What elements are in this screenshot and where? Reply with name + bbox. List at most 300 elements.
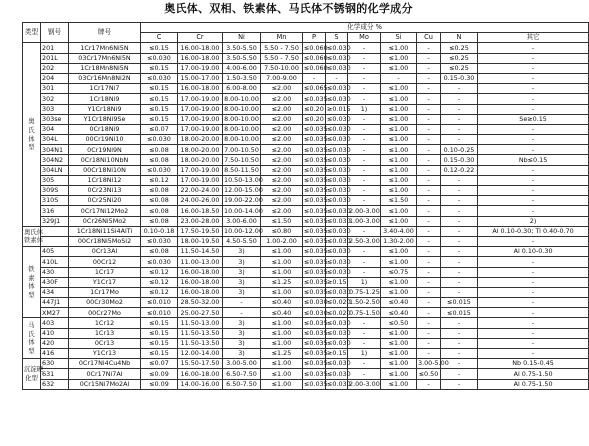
cell-grade: 1Cr18Ni9: [69, 94, 141, 104]
table-row: [23, 165, 589, 175]
table-row: [23, 287, 589, 297]
cell-si: ≤1.00: [381, 328, 417, 338]
cell-p: ≤0.035: [304, 318, 328, 327]
table-row: [23, 84, 589, 94]
cell-mo: -: [348, 165, 381, 175]
cell-ni: 3): [223, 349, 261, 359]
cell-cu: -: [417, 267, 441, 277]
header-s: S: [326, 33, 348, 43]
cell-code: 410: [41, 328, 69, 338]
cell-other: -: [478, 196, 589, 206]
cell-other: -: [478, 175, 589, 185]
cell-mo: 1): [348, 349, 381, 359]
table-row: [23, 247, 589, 257]
cell-other: -: [478, 43, 589, 53]
cell-code: 304N1: [41, 145, 69, 155]
cell-n: ≤0.015: [441, 308, 478, 318]
cell-p: ≤0.035: [304, 155, 328, 164]
cell-p: ≤0.035: [304, 369, 328, 378]
cell-si: ≤0.50: [381, 318, 417, 328]
cell-code: 301: [41, 84, 69, 94]
cell-grade: Y1Cr17: [69, 277, 141, 287]
cell-mo: -: [348, 84, 381, 94]
cell-code: 201: [41, 43, 69, 53]
cell-mn: ≤0.40: [261, 298, 303, 308]
cell-si: ≤1.00: [381, 94, 417, 104]
cell-si: ≤1.50: [381, 196, 417, 206]
cell-mn: ≤2.00: [261, 155, 303, 165]
cell-cr: 16.00-18.00: [178, 43, 223, 53]
cell-cu: -: [417, 63, 441, 73]
cell-grade: 0Cr17Ni12Mo2: [69, 206, 141, 216]
cell-code: 316: [41, 206, 69, 216]
cell-mo: -: [348, 226, 381, 236]
header-cu: Cu: [417, 33, 441, 43]
cell-ni: -: [223, 298, 261, 308]
table-row: [23, 186, 589, 196]
cell-c: ≤0.15: [141, 43, 178, 53]
cell-other: -: [478, 206, 589, 216]
header-other: 其它: [478, 33, 589, 43]
cell-s: ≤0.030: [327, 206, 351, 215]
cell-n: ≤0.25: [441, 63, 478, 73]
table-row: [23, 175, 589, 185]
cell-cu: -: [417, 206, 441, 216]
cell-ni: -: [223, 308, 261, 318]
cell-p: ≤0.035: [304, 267, 328, 276]
cell-p: ≤0.035: [304, 328, 328, 337]
group-label: 体: [28, 338, 35, 347]
cell-c: ≤0.08: [141, 196, 178, 206]
composition-table: [22, 22, 589, 390]
cell-other: -: [478, 53, 589, 63]
cell-other: -: [478, 318, 589, 328]
table-row: [23, 94, 589, 104]
cell-s: ≤0.030: [327, 94, 351, 103]
cell-cu: -: [417, 135, 441, 145]
cell-code: XM27: [41, 308, 69, 318]
cell-grade: 00Cr19Ni10: [69, 135, 141, 145]
cell-grade: 1Cr12: [69, 318, 141, 328]
cell-n: -: [441, 135, 478, 145]
cell-cr: 14.00-16.00: [178, 379, 223, 389]
cell-n: -: [441, 84, 478, 94]
header-mo: Mo: [348, 33, 381, 43]
table-row: [23, 114, 589, 124]
cell-other: -: [478, 298, 589, 308]
cell-mo: -: [348, 196, 381, 206]
cell-s: ≤0.030: [327, 186, 351, 195]
cell-grade: 00Cr18Ni10N: [69, 165, 141, 175]
cell-mn: ≤0.40: [261, 308, 303, 318]
cell-c: ≤0.15: [141, 328, 178, 338]
cell-n: -: [441, 318, 478, 328]
cell-code: 447J1: [41, 298, 69, 308]
cell-ni: 4.00-6.00: [223, 63, 261, 73]
cell-s: ≤0.030: [327, 288, 351, 297]
cell-mn: ≤1.50: [261, 216, 303, 226]
cell-n: -: [441, 206, 478, 216]
cell-cu: -: [417, 349, 441, 359]
cell-c: ≤0.07: [141, 124, 178, 134]
cell-n: 0.15-0.30: [441, 155, 478, 165]
cell-grade: 0Cr18Ni9: [69, 124, 141, 134]
cell-mn: ≤1.25: [261, 277, 303, 287]
cell-code: 405: [41, 247, 69, 257]
cell-s: ≤0.030: [327, 155, 351, 164]
cell-s: ≤0.030: [327, 53, 351, 62]
cell-code: 416: [41, 349, 69, 359]
cell-ni: 6.50-7.50: [223, 379, 261, 389]
cell-si: ≤1.00: [381, 124, 417, 134]
cell-ni: 3): [223, 318, 261, 328]
cell-p: ≤0.035: [304, 135, 328, 144]
cell-other: Nb 0.15-0.45: [478, 359, 589, 369]
cell-other: -: [478, 145, 589, 155]
cell-code: 309S: [41, 186, 69, 196]
cell-ni: 10.00-12.00: [224, 227, 263, 236]
cell-other: Al 0.10-0.30: [478, 247, 589, 257]
cell-c: ≤0.15: [141, 114, 178, 124]
cell-si: ≤1.00: [381, 206, 417, 216]
cell-p: ≤0.035: [304, 237, 328, 246]
cell-n: -: [441, 104, 478, 114]
cell-ni: 6.50-7.50: [223, 369, 261, 379]
cell-cr: 16.00-18.00: [178, 53, 223, 63]
cell-cu: -: [417, 114, 441, 124]
cell-mn: ≤1.00: [261, 369, 303, 379]
cell-c: ≤0.030: [141, 236, 178, 246]
cell-grade: Y1Cr18Ni9Se: [69, 114, 141, 124]
cell-grade: 1Cr17: [69, 267, 141, 277]
cell-c: ≤0.08: [141, 145, 178, 155]
cell-cr: 12.00-14.00: [178, 349, 223, 359]
cell-mn: ≤2.00: [261, 186, 303, 196]
cell-grade: 0Cr26Ni5Mo2: [69, 216, 141, 226]
cell-n: -: [441, 328, 478, 338]
cell-mn: ≤1.00: [261, 287, 303, 297]
cell-n: ≤0.015: [441, 298, 478, 308]
cell-cu: ≤0.50: [417, 369, 441, 379]
cell-ni: 3.00-6.00: [223, 216, 261, 226]
header-composition: 化学成分 %: [141, 23, 589, 33]
cell-si: ≤0.40: [381, 308, 417, 318]
cell-code: 302: [41, 94, 69, 104]
cell-p: ≤0.035: [304, 186, 328, 195]
cell-s: ≤0.030: [327, 114, 351, 123]
cell-mn: ≤2.00: [261, 94, 303, 104]
cell-other: Nb≤0.15: [478, 155, 589, 165]
cell-other: 2): [478, 216, 589, 226]
cell-code: 310S: [41, 196, 69, 206]
cell-c: ≤0.15: [141, 349, 178, 359]
cell-grade: 0Cr13Al: [69, 247, 141, 257]
group-label: 沉淀硬: [24, 365, 44, 374]
cell-mo: 0.75-1.50: [349, 308, 380, 317]
group-label: 马: [28, 321, 35, 330]
cell-cr: 11.50-14.50: [178, 247, 223, 257]
page-title: 奥氏体、双相、铁素体、马氏体不锈钢的化学成分: [164, 2, 413, 15]
cell-mn: 7.00-9.00: [261, 73, 303, 83]
cell-code: 303: [41, 104, 69, 114]
group-duplex: [23, 226, 44, 246]
cell-p: ≤0.030: [304, 308, 328, 317]
header-ni: Ni: [223, 33, 261, 43]
cell-cu: -: [417, 328, 441, 338]
cell-ni: 3): [223, 338, 261, 348]
cell-si: ≤1.00: [381, 379, 417, 389]
cell-mo: -: [348, 318, 381, 328]
cell-cu: -: [417, 145, 441, 155]
table-row: [23, 53, 589, 63]
cell-p: ≤0.060: [304, 64, 328, 73]
cell-ni: 4.50-5.50: [223, 236, 261, 246]
group-ferritic: [23, 247, 41, 318]
cell-p: ≤0.035: [304, 227, 328, 236]
cell-other: -: [478, 124, 589, 134]
cell-ni: 3): [223, 267, 261, 277]
cell-cr: 15.50-17.50: [178, 359, 223, 369]
cell-cr: 16.00-18.50: [178, 206, 223, 216]
cell-code: 305: [41, 175, 69, 185]
table-row: [23, 43, 589, 53]
cell-si: ≤1.00: [381, 155, 417, 165]
group-label: 氏: [28, 329, 35, 338]
cell-ni: 10.00-14.00: [224, 206, 263, 215]
group-label: 铁素体: [24, 236, 44, 245]
cell-s: ≤0.030: [327, 64, 351, 73]
cell-mn: ≤2.00: [261, 124, 303, 134]
cell-p: ≤0.035: [304, 94, 328, 103]
cell-other: -: [478, 165, 589, 175]
cell-s: ≤0.030: [327, 369, 351, 378]
table-row: [23, 135, 589, 145]
cell-c: ≤0.030: [141, 135, 178, 145]
cell-ni: 1.50-3.50: [223, 73, 261, 83]
cell-cu: -: [417, 308, 441, 318]
cell-c: ≤0.15: [141, 94, 178, 104]
cell-other: -: [478, 328, 589, 338]
cell-mo: 1.50-2.50: [349, 298, 380, 307]
cell-si: ≤1.00: [381, 53, 417, 63]
cell-other: -: [478, 94, 589, 104]
cell-grade: Y1Cr18Ni9: [69, 104, 141, 114]
cell-code: 304N2: [41, 155, 69, 165]
cell-cu: -: [417, 73, 441, 83]
cell-grade: 0Cr19Ni9N: [69, 145, 141, 155]
group-label: 型: [28, 290, 35, 299]
cell-grade: 00Cr27Mo: [69, 308, 141, 318]
cell-other: Al 0.75-1.50: [478, 369, 589, 379]
cell-grade: 1Cr18Ni12: [69, 175, 141, 185]
cell-grade: 0Cr17Ni7Al: [69, 369, 141, 379]
cell-grade: 0Cr18Ni10NbN: [69, 155, 141, 165]
group-label: 型: [28, 346, 35, 355]
cell-mn: 7.50-10.00: [261, 63, 303, 73]
cell-mo: -: [348, 359, 381, 369]
cell-si: ≤1.00: [381, 359, 417, 369]
cell-ni: 8.00-10.00: [224, 114, 259, 123]
cell-mn: ≤2.00: [261, 145, 303, 155]
cell-si: ≤1.00: [381, 349, 417, 359]
cell-p: ≤0.035: [304, 277, 328, 286]
table-header: [23, 23, 589, 43]
cell-s: ≤0.030: [327, 43, 351, 52]
cell-c: ≤0.010: [141, 298, 178, 308]
table-row: [23, 206, 589, 216]
cell-cu: -: [417, 175, 441, 185]
cell-mo: -: [348, 53, 381, 63]
cell-cr: 11.50-13.50: [178, 338, 223, 348]
cell-n: -: [441, 379, 478, 389]
cell-cu: -: [417, 186, 441, 196]
cell-other: -: [478, 338, 589, 348]
cell-cr: 22.00-24.00: [178, 186, 223, 196]
cell-mo: -: [348, 175, 381, 185]
cell-cr: 18.00-20.00: [178, 135, 223, 145]
cell-n: -: [441, 226, 478, 236]
cell-ni: 8.00-10.00: [224, 135, 259, 144]
cell-ni: 3.50-5.50: [223, 53, 261, 63]
cell-grade: 0Cr17Ni4Cu4Nb: [69, 359, 141, 369]
cell-si: ≤1.00: [381, 216, 417, 226]
cell-other: -: [478, 104, 589, 114]
cell-mn: ≤1.25: [261, 349, 303, 359]
cell-grade: 1Cr17Ni7: [69, 84, 141, 94]
cell-n: -: [441, 359, 478, 369]
cell-n: -: [441, 216, 478, 226]
table-row: [23, 124, 589, 134]
table-row: [23, 196, 589, 206]
cell-n: -: [441, 349, 478, 359]
cell-s: ≤0.030: [327, 125, 351, 134]
cell-s: -: [326, 73, 348, 83]
cell-mo: -: [348, 63, 381, 73]
cell-cu: -: [417, 94, 441, 104]
cell-cu: -: [417, 247, 441, 257]
table-row: [23, 226, 589, 236]
cell-mn: ≤2.00: [261, 165, 303, 175]
cell-cr: 11.50-13.00: [178, 318, 223, 328]
table-row: [23, 104, 589, 114]
cell-p: ≤0.035: [304, 216, 328, 225]
cell-s: ≤0.030: [327, 247, 351, 256]
cell-ni: 3.50-5.50: [223, 43, 261, 53]
header-c: C: [141, 33, 178, 43]
cell-c: 0.10-0.18: [141, 226, 178, 236]
cell-si: ≤1.00: [381, 369, 417, 379]
group-label: 氏: [28, 125, 35, 134]
cell-si: ≤1.00: [381, 277, 417, 287]
cell-cu: -: [417, 43, 441, 53]
cell-ni: 12.00-15.00: [224, 186, 263, 195]
cell-si: 1.30-2.00: [381, 236, 417, 246]
cell-cr: 17.00-19.00: [178, 114, 223, 124]
cell-c: ≤0.010: [141, 308, 178, 318]
cell-ni: 3): [223, 328, 261, 338]
cell-ni: 3): [223, 287, 261, 297]
cell-mo: -: [348, 114, 381, 124]
group-label: 素: [28, 273, 35, 282]
cell-si: ≤1.00: [381, 165, 417, 175]
cell-cr: 17.00-19.00: [178, 165, 223, 175]
cell-p: ≤0.035: [304, 339, 328, 348]
table-row: [23, 145, 589, 155]
cell-s: ≤0.030: [327, 339, 351, 348]
header-n: N: [441, 33, 478, 43]
group-precipitation: [23, 359, 44, 390]
cell-c: ≤0.030: [141, 257, 178, 267]
cell-si: ≤1.00: [381, 114, 417, 124]
cell-ni: 8.00-10.00: [224, 94, 259, 103]
cell-c: ≤0.12: [141, 175, 178, 185]
cell-ni: 8.00-10.00: [224, 104, 259, 113]
cell-code: 630: [41, 359, 69, 369]
cell-n: -: [441, 196, 478, 206]
cell-p: ≤0.035: [304, 145, 328, 154]
cell-ni: 8.00-10.00: [224, 125, 259, 134]
cell-code: 204: [41, 73, 69, 83]
cell-mn: ≤2.00: [261, 175, 303, 185]
cell-c: ≤0.07: [141, 359, 178, 369]
cell-code: 304LN: [41, 165, 69, 175]
cell-si: ≤1.00: [381, 145, 417, 155]
cell-cr: 17.50-19.50: [178, 226, 223, 236]
cell-ni: 19.00-22.00: [224, 196, 263, 205]
cell-grade: 0Cr23Ni13: [69, 186, 141, 196]
cell-s: ≤0.030: [327, 267, 351, 276]
cell-code: 303se: [41, 114, 69, 124]
cell-s: ≤0.030: [327, 257, 351, 266]
table-row: [23, 308, 589, 318]
table-row: [23, 328, 589, 338]
cell-ni: 7.00-10.50: [224, 145, 259, 154]
cell-grade: 1Cr18Mn8Ni5N: [69, 63, 141, 73]
cell-n: -: [441, 94, 478, 104]
cell-s: ≤0.030: [327, 328, 351, 337]
cell-s: ≤0.030: [327, 318, 351, 327]
table-row: [23, 73, 589, 83]
cell-cu: -: [417, 338, 441, 348]
cell-cr: 11.00-13.00: [178, 257, 223, 267]
group-label: 体: [28, 134, 35, 143]
header-type: 类型: [23, 23, 41, 43]
cell-cu: -: [417, 277, 441, 287]
cell-n: 0.10-0.25: [441, 145, 478, 155]
cell-ni: 3): [223, 277, 261, 287]
cell-cr: 17.00-19.00: [178, 175, 223, 185]
cell-cu: -: [417, 298, 441, 308]
cell-other: -: [478, 267, 589, 277]
cell-mo: -: [348, 267, 381, 277]
cell-other: -: [478, 186, 589, 196]
cell-n: -: [441, 124, 478, 134]
cell-p: ≤0.035: [304, 125, 328, 134]
cell-cu: -: [417, 155, 441, 165]
cell-p: ≤0.20: [304, 104, 324, 113]
cell-c: ≤0.15: [141, 338, 178, 348]
cell-cu: -: [417, 287, 441, 297]
cell-grade: 0Cr15Ni7Mo2Al: [69, 379, 141, 389]
cell-s: ≥0.15: [327, 349, 347, 358]
table-row: [23, 349, 589, 359]
cell-s: ≤0.030: [327, 176, 351, 185]
cell-mo: 0.75-1.25: [349, 288, 380, 297]
cell-mo: -: [348, 328, 381, 338]
cell-code: [41, 236, 69, 246]
cell-cr: 28.50-32.00: [178, 298, 223, 308]
cell-mn: ≤1.00: [261, 267, 303, 277]
